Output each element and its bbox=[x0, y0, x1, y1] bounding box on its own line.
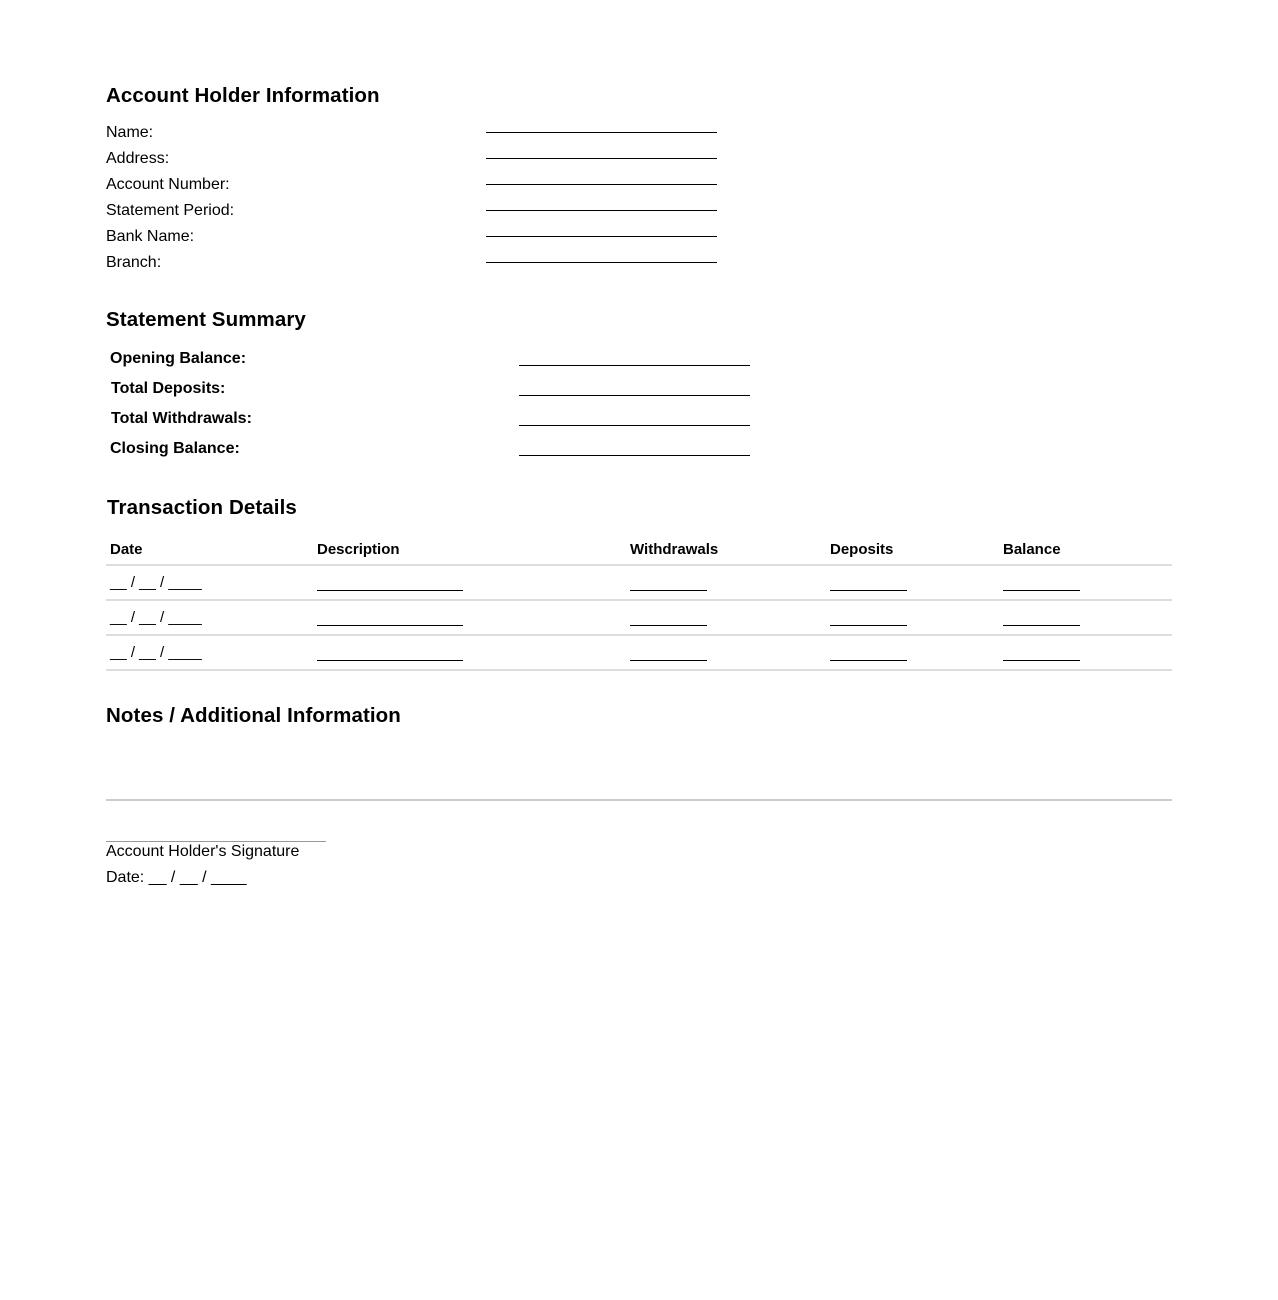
field-label-name: Name: bbox=[106, 124, 154, 141]
section-title-account-holder: Account Holder Information bbox=[106, 84, 380, 107]
column-header-description: Description bbox=[317, 541, 400, 558]
field-input-statement-period[interactable] bbox=[486, 210, 717, 211]
field-label-bank-name: Bank Name: bbox=[106, 228, 195, 245]
column-header-date: Date bbox=[110, 541, 143, 558]
transaction-balance-input[interactable] bbox=[1003, 609, 1080, 626]
table-row bbox=[106, 566, 1172, 601]
field-row-branch bbox=[106, 254, 806, 280]
transaction-deposits-input[interactable] bbox=[830, 644, 907, 661]
transaction-deposits-input[interactable] bbox=[830, 574, 907, 591]
notes-divider bbox=[106, 799, 1172, 801]
transaction-description-input[interactable] bbox=[317, 609, 463, 626]
field-label-statement-period: Statement Period: bbox=[106, 202, 235, 219]
summary-label-total-withdrawals: Total Withdrawals: bbox=[111, 410, 252, 427]
column-header-withdrawals: Withdrawals bbox=[630, 541, 719, 558]
summary-row-closing-balance bbox=[110, 440, 810, 470]
field-label-account-number: Account Number: bbox=[106, 176, 230, 193]
transaction-balance-input[interactable] bbox=[1003, 574, 1080, 591]
field-row-bank-name bbox=[106, 228, 806, 254]
summary-row-total-withdrawals bbox=[110, 410, 810, 440]
field-input-account-number[interactable] bbox=[486, 184, 717, 185]
field-input-branch[interactable] bbox=[486, 262, 717, 263]
transaction-date-input[interactable]: __ / __ / ____ bbox=[110, 574, 202, 591]
transaction-withdrawals-input[interactable] bbox=[630, 609, 707, 626]
signature-label: Account Holder's Signature bbox=[106, 843, 300, 860]
field-input-address[interactable] bbox=[486, 158, 717, 159]
transaction-date-input[interactable]: __ / __ / ____ bbox=[110, 609, 202, 626]
transaction-withdrawals-input[interactable] bbox=[630, 644, 707, 661]
field-input-name[interactable] bbox=[486, 132, 717, 133]
transaction-table bbox=[106, 532, 1172, 671]
field-input-bank-name[interactable] bbox=[486, 236, 717, 237]
summary-label-total-deposits: Total Deposits: bbox=[111, 380, 226, 397]
table-row bbox=[106, 636, 1172, 671]
column-header-balance: Balance bbox=[1003, 541, 1061, 558]
transaction-description-input[interactable] bbox=[317, 644, 463, 661]
summary-label-opening-balance: Opening Balance: bbox=[110, 350, 247, 367]
table-row bbox=[106, 601, 1172, 636]
field-label-address: Address: bbox=[106, 150, 170, 167]
signature-date[interactable]: Date: __ / __ / ____ bbox=[106, 869, 247, 886]
signature-line[interactable] bbox=[106, 841, 326, 842]
section-title-notes: Notes / Additional Information bbox=[106, 704, 401, 727]
transaction-date-input[interactable]: __ / __ / ____ bbox=[110, 644, 202, 661]
field-row-account-number bbox=[106, 176, 806, 202]
summary-row-opening-balance bbox=[110, 350, 810, 380]
column-header-deposits: Deposits bbox=[830, 541, 894, 558]
summary-label-closing-balance: Closing Balance: bbox=[110, 440, 240, 457]
summary-row-total-deposits bbox=[110, 380, 810, 410]
summary-input-opening-balance[interactable] bbox=[519, 365, 750, 366]
transaction-withdrawals-input[interactable] bbox=[630, 574, 707, 591]
transaction-deposits-input[interactable] bbox=[830, 609, 907, 626]
transaction-table-header bbox=[106, 532, 1172, 566]
field-row-address bbox=[106, 150, 806, 176]
summary-input-total-withdrawals[interactable] bbox=[519, 425, 750, 426]
field-label-branch: Branch: bbox=[106, 254, 162, 271]
section-title-transaction-details: Transaction Details bbox=[107, 496, 297, 519]
transaction-balance-input[interactable] bbox=[1003, 644, 1080, 661]
section-title-statement-summary: Statement Summary bbox=[106, 308, 306, 331]
field-row-name bbox=[106, 124, 806, 150]
notes-area[interactable] bbox=[106, 740, 1172, 796]
summary-input-total-deposits[interactable] bbox=[519, 395, 750, 396]
summary-input-closing-balance[interactable] bbox=[519, 455, 750, 456]
field-row-statement-period bbox=[106, 202, 806, 228]
transaction-description-input[interactable] bbox=[317, 574, 463, 591]
